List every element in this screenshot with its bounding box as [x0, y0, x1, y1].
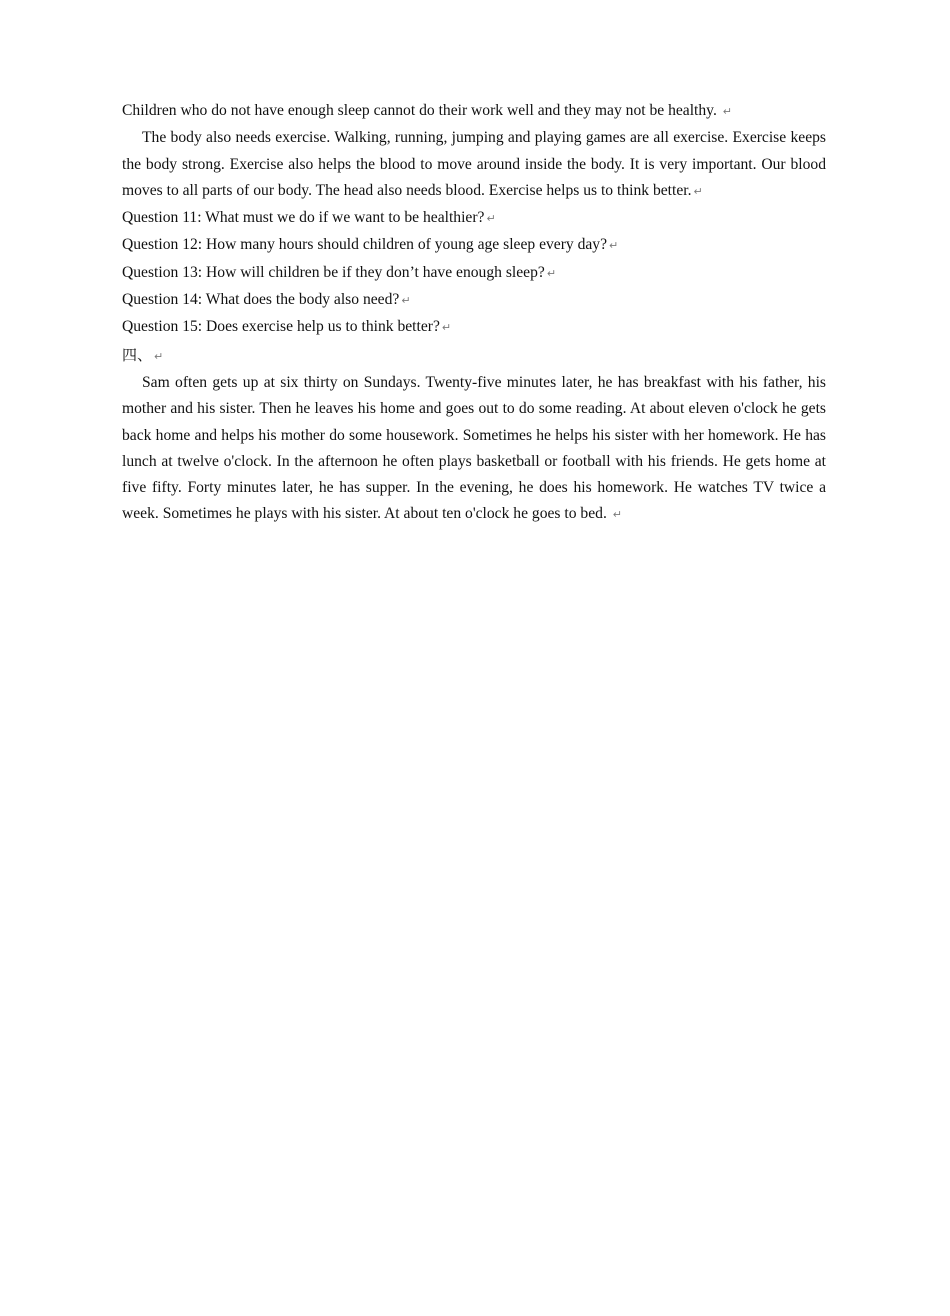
question-12	[122, 232, 826, 259]
paragraph-text: Sam often gets up at six thirty on Sundays. Twenty-five minutes later, he has breakfast with his father, his mother and his sister. Then he leaves his home and goes out to do some reading. At about eleven o'clock he gets back home and helps his mother do some housework. Sometimes he helps his sister with her homework. He has lunch at twelve o'clock. In the afternoon he often plays basketball or football with his friends. He gets home at five fifty. Forty minutes later, he has supper. In the evening, he does his homework. He watches TV twice a week. Sometimes he plays with his sister. At about ten o'clock he goes to bed.	[122, 373, 826, 523]
question-text: Question 12: How many hours should children of young age sleep every day?	[122, 236, 608, 254]
paragraph-mark-icon: ↵	[612, 508, 622, 522]
document-page	[122, 98, 826, 529]
paragraph-text: Children who do not have enough sleep cannot do their work well and they may not be healthy.	[122, 102, 717, 119]
paragraph-mark-icon: ↵	[693, 184, 703, 198]
question-14	[122, 287, 826, 314]
paragraph-mark-icon: ↵	[722, 105, 732, 118]
paragraph-exercise	[122, 125, 826, 205]
section-heading	[122, 342, 826, 370]
question-15	[122, 314, 826, 341]
paragraph-mark-icon: ↵	[486, 212, 496, 226]
paragraph-text: The body also needs exercise. Walking, running, jumping and playing games are all exercise. Exercise keeps the body strong. Exercise also helps the blood to move around inside the body. It is very important. Our blood moves to all parts of our body. The head also needs blood. Exercise helps us to think better.	[122, 129, 826, 199]
paragraph-mark-icon: ↵	[154, 349, 164, 363]
paragraph-mark-icon: ↵	[441, 321, 452, 335]
question-text: Question 14: What does the body also need?	[122, 291, 400, 309]
paragraph-mark-icon: ↵	[546, 266, 557, 280]
paragraph-mark-icon: ↵	[401, 294, 411, 308]
paragraph-mark-icon: ↵	[609, 239, 619, 253]
question-11	[122, 205, 826, 232]
question-text: Question 11: What must we do if we want to be healthier?	[122, 209, 485, 227]
question-13	[122, 260, 826, 287]
question-text: Question 15: Does exercise help us to think better?	[122, 318, 440, 336]
paragraph-sam	[122, 370, 826, 529]
question-text: Question 13: How will children be if they don’t have enough sleep?	[122, 263, 545, 281]
paragraph-sleep-continuation	[122, 98, 826, 125]
section-number: 四、	[122, 345, 153, 364]
